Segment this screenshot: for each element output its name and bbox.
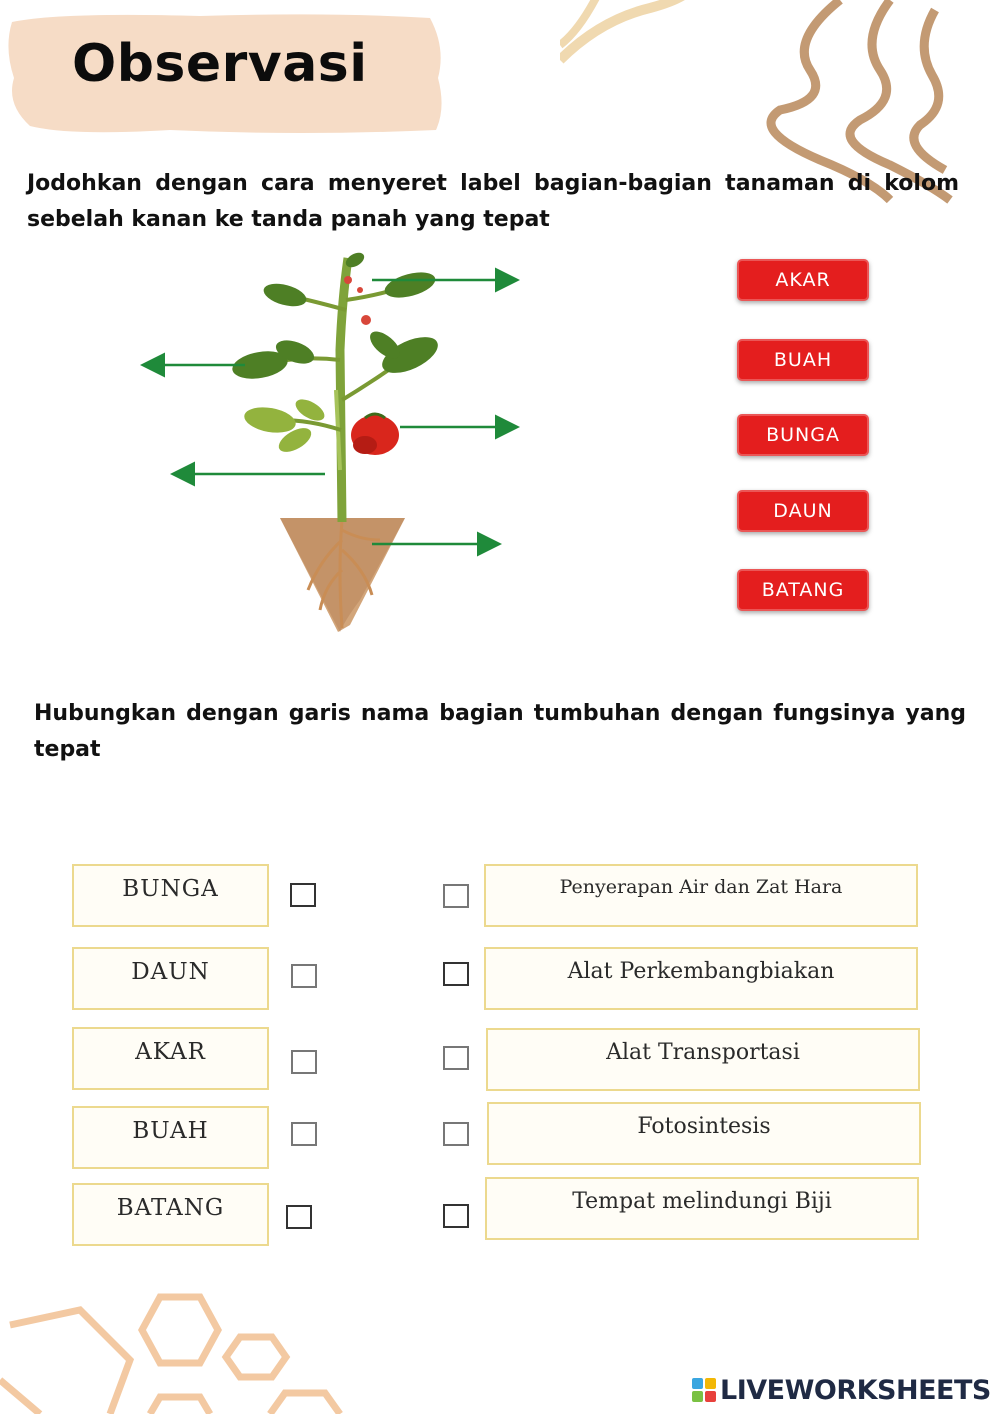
drag-label-buah[interactable]: BUAH (737, 339, 869, 381)
name-box-akar: AKAR (72, 1027, 269, 1090)
name-box-daun: DAUN (72, 947, 269, 1010)
function-box-3: Alat Transportasi (486, 1028, 920, 1091)
function-box-5: Tempat melindungi Biji (485, 1177, 919, 1240)
plant-diagram (110, 240, 530, 640)
brand-text: LIVEWORKSHEETS (720, 1374, 991, 1406)
connect-point-left-3[interactable] (291, 1050, 317, 1074)
arrow-icon (145, 280, 515, 544)
drag-label-batang[interactable]: BATANG (737, 569, 869, 611)
connect-point-left-2[interactable] (291, 964, 317, 988)
connect-point-right-1[interactable] (443, 884, 469, 908)
drag-label-akar[interactable]: AKAR (737, 259, 869, 301)
connect-point-left-5[interactable] (286, 1205, 312, 1229)
drag-label-bunga[interactable]: BUNGA (737, 414, 869, 456)
connect-point-left-4[interactable] (291, 1122, 317, 1146)
connect-point-right-4[interactable] (443, 1122, 469, 1146)
function-box-4: Fotosintesis (487, 1102, 921, 1165)
function-box-1: Penyerapan Air dan Zat Hara (484, 864, 918, 927)
connect-point-right-2[interactable] (443, 962, 469, 986)
connect-point-right-3[interactable] (443, 1046, 469, 1070)
drag-label-daun[interactable]: DAUN (737, 490, 869, 532)
name-box-buah: BUAH (72, 1106, 269, 1169)
stem-icon (340, 258, 348, 522)
instruction-match: Hubungkan dengan garis nama bagian tumbuhan dengan fungsinya yang tepat (34, 701, 966, 762)
liveworksheets-logo-icon (692, 1378, 716, 1402)
fruit-icon (351, 414, 399, 455)
connect-point-left-1[interactable] (290, 883, 316, 907)
page-title: Observasi (72, 34, 368, 94)
connect-point-right-5[interactable] (443, 1204, 469, 1228)
brand-logo (692, 1370, 991, 1410)
hexagon-decoration (0, 1285, 360, 1414)
name-box-bunga: BUNGA (72, 864, 269, 927)
instruction-drag: Jodohkan dengan cara menyeret label bagian-bagian tanaman di kolom sebelah kanan ke tanda panah yang tepat (27, 171, 959, 232)
name-box-batang: BATANG (72, 1183, 269, 1246)
function-box-2: Alat Perkembangbiakan (484, 947, 918, 1010)
